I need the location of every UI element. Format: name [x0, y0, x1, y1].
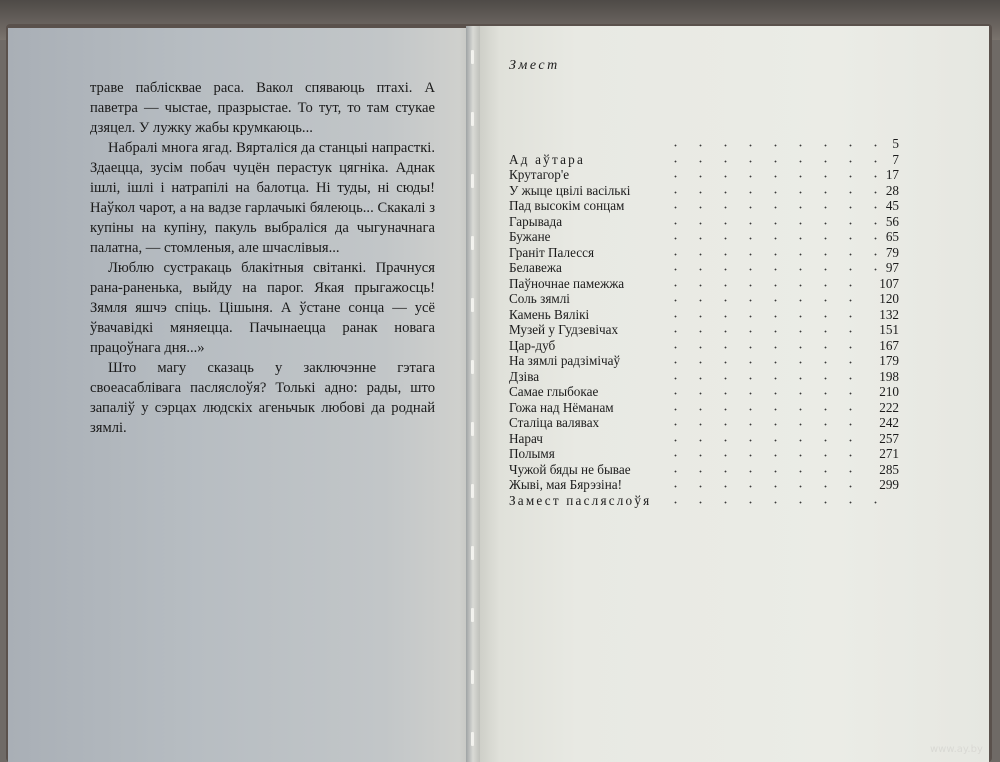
toc-leader-dots	[659, 307, 871, 322]
toc-entry-title: Граніт Палесся	[509, 244, 595, 260]
toc-leader-dots	[659, 493, 891, 508]
toc-entry-page: 210	[879, 384, 899, 399]
toc-entry-title: Ад аўтара	[509, 151, 586, 167]
toc-entry	[509, 369, 899, 384]
toc-leader-dots	[659, 291, 871, 306]
toc-entry	[509, 353, 899, 368]
toc-entry-title: У жыце цвілі васількі	[509, 182, 631, 198]
toc-entry-title: Замест пасляслоўя	[509, 492, 652, 508]
toc-entry-page: 285	[879, 461, 899, 477]
toc-leader-dots	[659, 415, 871, 430]
toc-entry-title: Гарывада	[509, 213, 563, 229]
binding-stitch	[471, 50, 474, 64]
toc-entry-title: Паўночнае памежжа	[509, 275, 625, 291]
toc-leader-dots	[659, 384, 871, 399]
toc-entry-title: На зямлі радзімічаў	[509, 353, 621, 368]
toc-entry-title: Камень Вялікі	[509, 306, 590, 322]
toc-entry-title: Дзіва	[509, 368, 540, 384]
toc-entry-title: Сталіца валявах	[509, 415, 600, 430]
binding-stitch	[471, 608, 474, 622]
toc-leader-dots	[659, 369, 871, 384]
toc-entry	[509, 198, 899, 213]
binding-stitch	[471, 732, 474, 746]
binding-stitch	[471, 298, 474, 312]
paragraph: Што магу сказаць у заключэнне гэтага своеасаблівага пасляслоўя? Толькі адно: рады, што запаліў у сэрцах людскіх агеньчык любові да роднай зямлі.	[90, 360, 435, 436]
toc-entry-page: 222	[879, 399, 899, 415]
toc-entry	[509, 183, 899, 198]
toc-entry-title: Бужане	[509, 229, 551, 244]
toc-leader-dots	[659, 167, 878, 182]
binding-stitch	[471, 236, 474, 250]
binding-stitch	[471, 546, 474, 560]
binding-stitch	[471, 484, 474, 498]
toc-leader-dots	[659, 260, 878, 275]
toc-entry	[509, 245, 899, 260]
toc-entry-page: 198	[879, 368, 899, 384]
toc-leader-dots	[659, 446, 871, 461]
watermark: www.ay.by	[930, 744, 983, 755]
toc-entry-page: 65	[885, 229, 899, 244]
toc-leader-dots	[659, 229, 878, 244]
toc-leader-dots	[659, 353, 871, 368]
toc-entry-title: Нарач	[509, 430, 543, 446]
toc-entry	[509, 446, 899, 461]
toc-entry	[509, 214, 899, 229]
toc-entry	[509, 477, 899, 492]
toc-entry-page: 5	[892, 136, 899, 151]
toc-entry-page: 242	[879, 415, 899, 430]
toc-entry-page: 151	[879, 322, 899, 337]
paragraph: Набралі многа ягад. Вярталіся да станцыі напрасткі. Здаецца, зусім побач чуцён перастук цягніка. Аднак ішлі, ішлі і натрапілі на балотца. Ні туды, ні сюды! Наўкол чарот, а на вадзе гарлачыкі бялеюць... Скакалі з купіны на купіну, пакуль выбраліся да чыгуначнага палатна, — стомленыя, але шчаслівыя...	[90, 140, 435, 256]
toc-entry	[509, 338, 899, 353]
toc-entry-title: Жыві, мая Бярэзіна!	[509, 477, 623, 492]
toc-entry-page: 132	[879, 306, 899, 322]
toc-entry	[509, 462, 899, 477]
toc-entry-page: 271	[879, 446, 899, 461]
toc-leader-dots	[659, 276, 871, 291]
toc-entry-title: Крутагор'е	[509, 167, 570, 182]
toc-entry-page: 120	[879, 291, 899, 306]
toc-entry-page: 257	[879, 430, 899, 446]
toc-entry-page: 79	[885, 244, 899, 260]
toc-entry	[509, 307, 899, 322]
toc-entry	[509, 384, 899, 399]
toc-entry-title: Соль зямлі	[509, 291, 570, 306]
toc-entry-title: Чужой бяды не бывае	[509, 461, 631, 477]
toc-entry	[509, 431, 899, 446]
toc-entry-title: Пад высокім сонцам	[509, 198, 625, 213]
toc-entry-title: Цар-дуб	[509, 337, 556, 353]
toc-leader-dots	[659, 431, 871, 446]
toc-entry-page: 28	[885, 182, 899, 198]
toc-entry	[509, 260, 899, 275]
binding-stitch	[471, 360, 474, 374]
toc-leader-dots	[659, 462, 871, 477]
toc-entry-title: Полымя	[509, 446, 555, 461]
paragraph: траве паблісквае раса. Вакол спяваюць птахі. А паветра — чыстае, празрыстае. То тут, то там стукае дзяцел. У лужку жабы крумкаюць...	[90, 80, 435, 136]
toc-entry-page: 299	[879, 477, 899, 492]
toc-leader-dots	[659, 183, 878, 198]
toc-entry	[509, 322, 899, 337]
toc-entry	[509, 152, 899, 167]
binding-stitch	[471, 112, 474, 126]
toc-entry	[509, 167, 899, 182]
toc-entry	[509, 493, 899, 508]
toc-entry	[509, 291, 899, 306]
toc-leader-dots	[659, 322, 871, 337]
toc-entry	[509, 400, 899, 415]
toc-entry-page: 45	[885, 198, 899, 213]
toc-entry	[509, 276, 899, 291]
toc-entry	[509, 136, 899, 151]
book-spine	[466, 26, 480, 762]
toc-leader-dots	[659, 338, 871, 353]
toc-title: Змест	[509, 58, 560, 73]
toc-entry-title: Музей у Гудзевічах	[509, 322, 619, 337]
toc-leader-dots	[659, 152, 884, 167]
toc-leader-dots	[659, 477, 871, 492]
toc-entry-page: 17	[885, 167, 899, 182]
toc-entry-title: Самае глыбокае	[509, 384, 599, 399]
toc-entry-page: 56	[885, 213, 899, 229]
binding-stitch	[471, 670, 474, 684]
paragraph: Люблю сустракаць блакітныя світанкі. Прачнуся рана-раненька, выйду на парог. Якая прыгажосць! Зямля яшчэ спіць. Цішыня. А ўстане сонца — усё ўвачавідкі мяняецца. Пачынаецца ранак новага працоўнага дня...»	[90, 260, 435, 356]
toc-entry	[509, 229, 899, 244]
toc-entry-page: 179	[879, 353, 899, 368]
binding-stitch	[471, 174, 474, 188]
toc-entry	[509, 415, 899, 430]
toc-entry-page: 97	[885, 260, 899, 275]
toc-leader-dots	[659, 245, 878, 260]
toc-entry-title: Гожа над Нёманам	[509, 399, 614, 415]
toc-leader-dots	[659, 214, 878, 229]
toc-leader-dots	[659, 136, 884, 151]
toc-entry-page: 7	[892, 151, 899, 167]
toc-entry-page: 167	[879, 337, 899, 353]
toc-entry-title: Белавежа	[509, 260, 562, 275]
toc-entry-page: 107	[879, 275, 899, 291]
binding-stitch	[471, 422, 474, 436]
toc-leader-dots	[659, 400, 871, 415]
toc-leader-dots	[659, 198, 878, 213]
left-page-text	[90, 78, 435, 438]
